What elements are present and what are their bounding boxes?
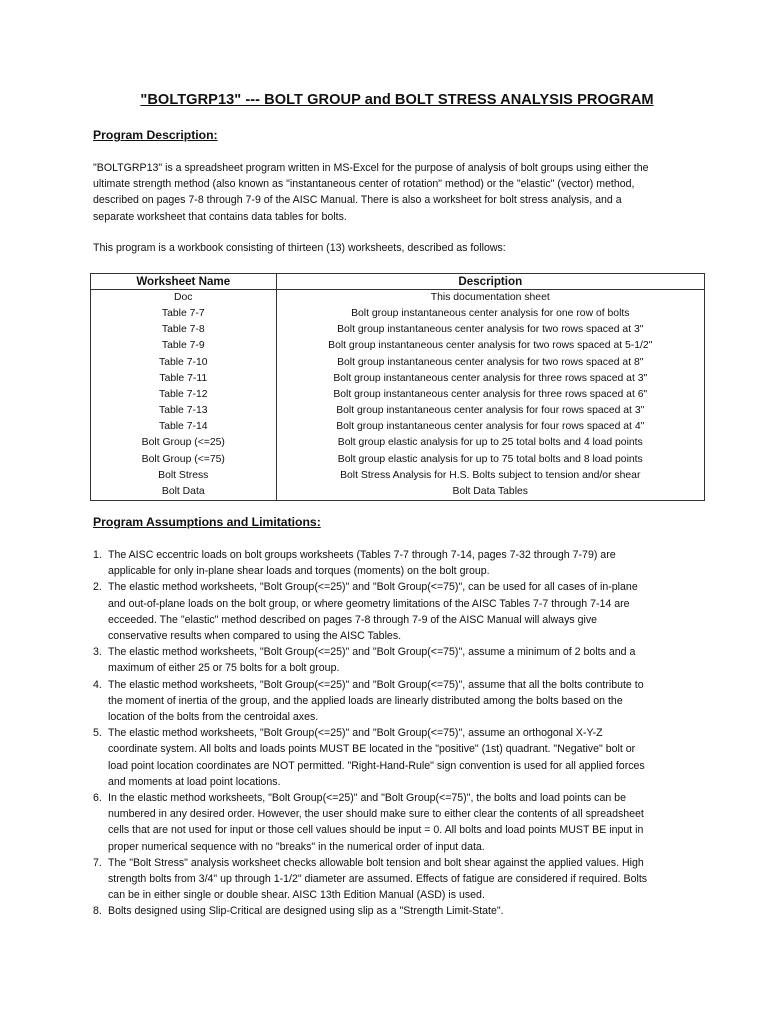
page-title: "BOLTGRP13" --- BOLT GROUP and BOLT STRESS ANALYSIS PROGRAM [140,92,654,108]
worksheet-description-cell: Bolt group instantaneous center analysis for two rows spaced at 5-1/2" [276,338,704,354]
table-row [91,403,705,419]
list-item [93,855,653,904]
list-item-text: The elastic method worksheets, "Bolt Group(<=25)" and "Bolt Group(<=75)", can be used for all cases of in-plane and out-of-plane loads on the bolt group, or where geometry limitations of the AISC Tables 7-7 through 7-14 are ecceeded. The "elastic" method described on pages 7-8 through 7-9 of the AISC Manual will always give conservative results when compared to using the AISC Tables. [108,581,638,643]
worksheet-name-cell: Table 7-9 [91,338,277,354]
workbook-intro-paragraph: This program is a workbook consisting of thirteen (13) worksheets, described as follows: [93,242,506,254]
list-item-text: Bolts designed using Slip-Critical are designed using slip as a "Strength Limit-State". [108,905,504,918]
assumptions-list [93,547,653,920]
list-item-number: 5. [93,727,102,740]
worksheet-name-cell: Bolt Group (<=25) [91,435,277,451]
worksheet-description-cell: Bolt group instantaneous center analysis for four rows spaced at 4" [276,419,704,435]
list-item-text: The "Bolt Stress" analysis worksheet checks allowable bolt tension and bolt shear against the applied values. High strength bolts from 3/4" up through 1-1/2" diameter are assumed. Effects of fatigue are considered if required. Bolts can be in either single or double shear. AISC 13th Edition Manual (ASD) is used. [108,856,648,902]
description-paragraph: "BOLTGRP13" is a spreadsheet program written in MS-Excel for the purpose of analysis of bolt groups using either the ultimate strength method (also known as "instantaneous center of rotation" method) or the "elastic" (vector) method, described on pages 7-8 through 7-9 of the AISC Manual. There is also a worksheet for bolt stress analysis, and a separate worksheet that contains data tables for bolts. [93,162,649,223]
worksheet-description-cell: Bolt group instantaneous center analysis for three rows spaced at 6" [276,387,704,403]
header-description: Description [276,274,704,290]
worksheet-table-body [91,290,705,501]
worksheet-description-cell: Bolt group elastic analysis for up to 25 total bolts and 4 load points [276,435,704,451]
list-item [93,644,653,676]
table-row [91,452,705,468]
table-row [91,355,705,371]
list-item [93,677,653,726]
worksheet-name-cell: Table 7-13 [91,403,277,419]
table-row [91,306,705,322]
assumptions-heading: Program Assumptions and Limitations: [93,515,321,529]
worksheet-description-cell: Bolt group instantaneous center analysis for three rows spaced at 3" [276,371,704,387]
table-row [91,435,705,451]
worksheet-description-cell: Bolt group instantaneous center analysis for one row of bolts [276,306,704,322]
table-row [91,338,705,354]
table-row [91,387,705,403]
worksheet-name-cell: Table 7-10 [91,355,277,371]
list-item [93,547,653,579]
worksheet-name-cell: Bolt Group (<=75) [91,452,277,468]
table-row [91,322,705,338]
list-item-number: 4. [93,678,102,691]
list-item-text: The elastic method worksheets, "Bolt Group(<=25)" and "Bolt Group(<=75)", assume that all the bolts contribute to the moment of inertia of the group, and the applied loads are linearly distributed among the bolts based on the location of the bolts from the centroidal axes. [108,678,644,724]
list-item-text: The elastic method worksheets, "Bolt Group(<=25)" and "Bolt Group(<=75)", assume an orthogonal X-Y-Z coordinate system. All bolts and loads points MUST BE located in the "positive" (1st) quadrant. "Negative" bolt or load point location coordinates are NOT permitted. "Right-Hand-Rule" sign convention is used for all applied forces and moments at load point locations. [108,727,645,788]
table-row [91,484,705,501]
table-row [91,419,705,435]
list-item [93,903,653,919]
worksheet-description-cell: Bolt Data Tables [276,484,704,501]
worksheet-name-cell: Table 7-11 [91,371,277,387]
worksheet-table [90,273,705,501]
worksheet-description-cell: Bolt group instantaneous center analysis for two rows spaced at 3" [276,322,704,338]
worksheet-name-cell: Table 7-14 [91,419,277,435]
table-header-row [91,274,705,290]
table-row [91,290,705,307]
worksheet-description-cell: Bolt Stress Analysis for H.S. Bolts subject to tension and/or shear [276,468,704,484]
worksheet-name-cell: Doc [91,290,277,307]
table-row [91,468,705,484]
list-item-number: 7. [93,856,102,869]
worksheet-name-cell: Bolt Data [91,484,277,501]
list-item [93,790,653,855]
list-item-number: 3. [93,646,102,659]
list-item-number: 8. [93,905,102,918]
table-row [91,371,705,387]
list-item-number: 2. [93,581,102,594]
list-item-text: The AISC eccentric loads on bolt groups worksheets (Tables 7-7 through 7-14, pages 7-32 through 7-79) are applicable for only in-plane shear loads and torques (moments) on the bolt group. [108,549,616,578]
description-heading: Program Description: [93,128,218,142]
list-item-number: 6. [93,792,102,805]
worksheet-description-cell: Bolt group instantaneous center analysis for two rows spaced at 8" [276,355,704,371]
worksheet-name-cell: Table 7-12 [91,387,277,403]
list-item-text: The elastic method worksheets, "Bolt Group(<=25)" and "Bolt Group(<=75)", assume a minimum of 2 bolts and a maximum of either 25 or 75 bolts for a bolt group. [108,646,636,675]
worksheet-name-cell: Table 7-7 [91,306,277,322]
list-item [93,579,653,644]
worksheet-description-cell: Bolt group elastic analysis for up to 75 total bolts and 8 load points [276,452,704,468]
worksheet-name-cell: Bolt Stress [91,468,277,484]
list-item-number: 1. [93,549,102,561]
worksheet-description-cell: Bolt group instantaneous center analysis for four rows spaced at 3" [276,403,704,419]
worksheet-name-cell: Table 7-8 [91,322,277,338]
list-item-text: In the elastic method worksheets, "Bolt Group(<=25)" and "Bolt Group(<=75)", the bolts and load points can be numbered in any desired order. However, the user should make sure to either clear the contents of all spreadsheet cells that are not used for input or those cell values should be input = 0. All bolts and load points MUST BE input in proper numerical sequence with no "breaks" in the numerical order of input data. [108,792,644,853]
worksheet-description-cell: This documentation sheet [276,290,704,307]
header-worksheet-name: Worksheet Name [91,274,277,290]
list-item [93,725,653,790]
